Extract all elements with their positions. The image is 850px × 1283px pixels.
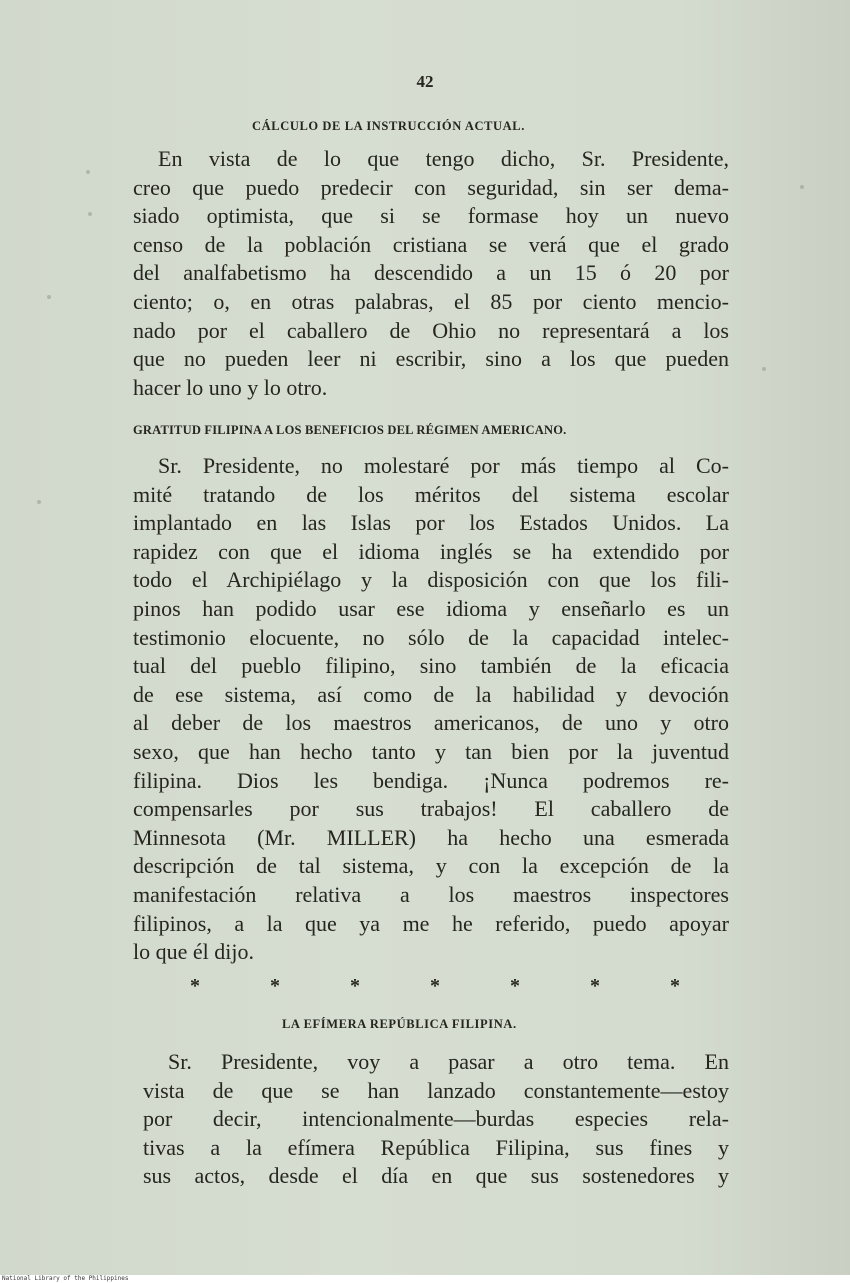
text-line: Sr. Presidente, no molestaré por más tiempo al Co- xyxy=(158,453,729,478)
text-line: Minnesota (Mr. MILLER) ha hecho una esmerada xyxy=(133,824,729,850)
text-line: compensarles por sus trabajos! El caballero de xyxy=(133,796,729,822)
separator-star: * xyxy=(430,975,440,997)
text-line: vista de que se han lanzado constantemente—estoy xyxy=(143,1077,729,1103)
separator-star: * xyxy=(590,975,600,997)
text-line: nado por el caballero de Ohio no representará a los xyxy=(133,317,729,343)
section-separator xyxy=(190,975,680,998)
text-line: por decir, intencionalmente—burdas especies rela- xyxy=(143,1106,729,1132)
paragraph-calculo xyxy=(133,145,729,402)
text-line: filipina. Dios les bendiga. ¡Nunca podremos re- xyxy=(133,767,729,793)
text-line: tual del pueblo filipino, sino también de la eficacia xyxy=(133,653,729,679)
text-line: descripción de tal sistema, y con la excepción de la xyxy=(133,853,729,879)
text-line: Sr. Presidente, voy a pasar a otro tema. En xyxy=(168,1049,729,1074)
separator-star: * xyxy=(350,975,360,997)
separator-star: * xyxy=(190,975,200,997)
section-heading-calculo: CÁLCULO DE LA INSTRUCCIÓN ACTUAL. xyxy=(252,119,525,133)
text-line: todo el Archipiélago y la disposición con que los fili- xyxy=(133,567,729,593)
page-number: 42 xyxy=(416,72,434,91)
separator-star: * xyxy=(670,975,680,997)
text-line: implantado en las Islas por los Estados Unidos. La xyxy=(133,510,729,536)
separator-star: * xyxy=(270,975,280,997)
text-line: sus actos, desde el día en que sus sostenedores y xyxy=(143,1163,729,1189)
paragraph-gratitud xyxy=(133,452,729,967)
text-line: que no pueden leer ni escribir, sino a los que pueden xyxy=(133,346,729,372)
text-line: lo que él dijo. xyxy=(133,939,254,965)
text-line: tivas a la efímera República Filipina, sus fines y xyxy=(143,1134,729,1160)
paragraph-republica xyxy=(143,1048,729,1191)
text-line: del analfabetismo ha descendido a un 15 ó 20 por xyxy=(133,260,729,286)
text-line: de ese sistema, así como de la habilidad y devoción xyxy=(133,681,729,707)
text-line: manifestación relativa a los maestros inspectores xyxy=(133,881,729,907)
text-line: siado optimista, que si se formase hoy un nuevo xyxy=(133,203,729,229)
text-line: rapidez con que el idioma inglés se ha extendido por xyxy=(133,538,729,564)
text-line: hacer lo uno y lo otro. xyxy=(133,374,328,400)
text-line: testimonio elocuente, no sólo de la capacidad intelec- xyxy=(133,624,729,650)
section-heading-gratitud: GRATITUD FILIPINA A LOS BENEFICIOS DEL RÉGIMEN AMERICANO. xyxy=(133,423,567,437)
text-line: censo de la población cristiana se verá que el grado xyxy=(133,231,729,257)
text-line: mité tratando de los méritos del sistema escolar xyxy=(133,481,729,507)
library-credit: National Library of the Philippines xyxy=(2,1275,129,1282)
text-line: sexo, que han hecho tanto y tan bien por la juventud xyxy=(133,738,729,764)
text-line: al deber de los maestros americanos, de uno y otro xyxy=(133,710,729,736)
text-line: pinos han podido usar ese idioma y enseñarlo es un xyxy=(133,595,729,621)
text-line: filipinos, a la que ya me he referido, puedo apoyar xyxy=(133,910,729,936)
text-line: ciento; o, en otras palabras, el 85 por ciento mencio- xyxy=(133,288,729,314)
text-line: En vista de lo que tengo dicho, Sr. Presidente, xyxy=(158,146,729,171)
text-line: creo que puedo predecir con seguridad, sin ser dema- xyxy=(133,174,729,200)
separator-star: * xyxy=(510,975,520,997)
section-heading-republica: LA EFÍMERA REPÚBLICA FILIPINA. xyxy=(282,1017,517,1031)
